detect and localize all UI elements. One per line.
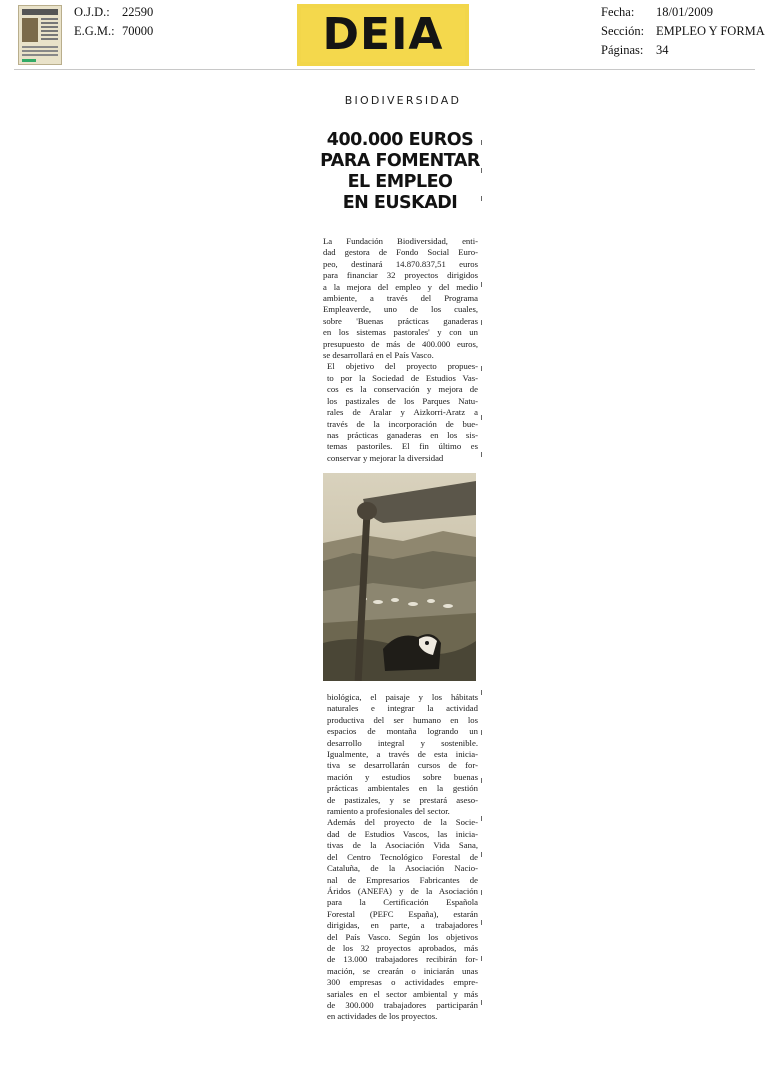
clipping-header xyxy=(0,0,769,70)
text-line: La Fundación Biodiversidad, enti- xyxy=(323,236,478,246)
logo-text: DEIA xyxy=(301,8,465,62)
text-line: de 300.000 trabajadores participarán xyxy=(327,999,478,1010)
text-line: El objetivo del proyecto propues- xyxy=(327,361,478,372)
text-line: a la mejora del empleo y del medio xyxy=(323,281,478,292)
text-line: dad de Estudios Vascos, las inicia- xyxy=(327,828,478,839)
ojd-row xyxy=(74,3,153,22)
text-line: peo, destinará 14.870.837,51 euros xyxy=(323,258,478,269)
text-line: ambiente, a través del Programa xyxy=(323,293,478,304)
paragraph xyxy=(323,817,478,1022)
headline-line: EL EMPLEO xyxy=(347,172,453,192)
headline-line: EN EUSKADI xyxy=(342,193,458,213)
text-line: sariales en el sector ambiental y más xyxy=(327,988,478,999)
egm-row xyxy=(74,22,153,41)
text-line: productiva del ser humano en los xyxy=(327,714,478,725)
egm-value: 70000 xyxy=(122,24,154,38)
text-line: de pastizales, y se prestará aseso- xyxy=(327,794,478,805)
date-value: 18/01/2009 xyxy=(656,5,713,19)
text-line: nas prácticas ganaderas en los sis- xyxy=(327,429,478,440)
text-line: dirigidas, en parte, a trabajadores xyxy=(327,920,478,931)
text-line: sobre 'Buenas prácticas ganaderas xyxy=(323,315,478,326)
pages-label: Páginas: xyxy=(601,43,644,57)
egm-label: E.G.M.: xyxy=(74,24,115,38)
paragraph xyxy=(323,236,478,361)
text-line: cos es la conservación y mejora de xyxy=(327,384,478,395)
article-body-bottom xyxy=(323,692,478,1023)
date-label: Fecha: xyxy=(601,5,635,19)
text-line: del País Vasco. Según los objetivos xyxy=(327,931,478,942)
text-line: del Centro Tecnológico Forestal de xyxy=(327,851,478,862)
text-line: tiva se desarrollarán cursos de for- xyxy=(327,760,478,771)
paragraph xyxy=(323,361,478,464)
text-line: Cataluña, de la Asociación Nacio- xyxy=(327,863,478,874)
text-line: Forestal (PEFC España), estarán xyxy=(327,908,478,919)
text-line: de 13.000 trabajadores recibirán for- xyxy=(327,954,478,965)
text-line: espacios de montaña logrando un xyxy=(327,726,478,737)
text-line: rales de Aralar y Aizkorri-Aratz a xyxy=(327,407,478,418)
headline-line: PARA FOMENTAR xyxy=(320,151,480,171)
text-line: desarrollo integral y sostenible. xyxy=(327,737,478,748)
shepherd-dog-photo xyxy=(323,473,476,681)
text-line: en los sistemas pastorales' y con un xyxy=(323,327,478,338)
article-body-top xyxy=(323,236,478,464)
text-line: prácticas ambientales en la gestión xyxy=(327,783,478,794)
text-line: se desarrollará en el País Vasco. xyxy=(323,350,434,361)
date-row xyxy=(601,3,765,22)
text-line: dad gestora de Fondo Social Euro- xyxy=(323,247,478,258)
clipping-metadata xyxy=(601,3,765,60)
pages-value: 34 xyxy=(656,43,669,57)
text-line: Empleaverde, uno de los cuales, xyxy=(323,304,478,315)
text-line: mación, se crearán o iniciarán unas xyxy=(327,965,478,976)
text-line: 300 empresas o actividades empre- xyxy=(327,977,478,988)
text-line: Además del proyecto de la Socie- xyxy=(327,817,478,828)
text-line: para financiar 32 proyectos dirigidos xyxy=(323,270,478,281)
text-line: tivas de la Asociación Vida Sana, xyxy=(327,840,478,851)
text-line: mación y estudios sobre buenas xyxy=(327,771,478,782)
text-line: ramiento a profesionales del sector. xyxy=(327,806,450,817)
text-line: temas pastoriles. El fin último es xyxy=(327,441,478,452)
deia-logo xyxy=(297,4,469,66)
text-line: to por la Sociedad de Estudios Vas- xyxy=(327,372,478,383)
pages-row xyxy=(601,41,765,60)
text-line: de los 32 proyectos aprobados, más xyxy=(327,942,478,953)
text-line: conservar y mejorar la diversidad xyxy=(327,452,444,463)
audience-stats xyxy=(74,3,153,41)
header-divider xyxy=(14,69,755,70)
newspaper-thumbnail xyxy=(18,5,62,65)
section-value: EMPLEO Y FORMA xyxy=(656,24,765,38)
text-line: nal de Empresarios Fabricantes de xyxy=(327,874,478,885)
ojd-value: 22590 xyxy=(122,5,154,19)
section-kicker: BIODIVERSIDAD xyxy=(344,94,462,107)
headline-line: 400.000 EUROS xyxy=(326,130,474,150)
text-line: para la Certificación Española xyxy=(327,897,478,908)
paragraph xyxy=(323,692,478,817)
text-line: Áridos (ANEFA) y de la Asociación xyxy=(327,885,478,896)
ojd-label: O.J.D.: xyxy=(74,5,110,19)
section-label: Sección: xyxy=(601,24,645,38)
photo-illustration xyxy=(323,473,476,681)
text-line: los pastizales de los Parques Natu- xyxy=(327,395,478,406)
text-line: presupuesto de más de 400.000 euros, xyxy=(323,338,478,349)
text-line: través de la incorporación de bue- xyxy=(327,418,478,429)
text-line: en actividades de los proyectos. xyxy=(327,1011,438,1022)
text-line: naturales e integrar la actividad xyxy=(327,703,478,714)
text-line: biológica, el paisaje y los hábitats xyxy=(327,692,478,702)
section-row xyxy=(601,22,765,41)
column-edge-marks xyxy=(481,130,485,1030)
text-line: Igualmente, a través de esta inicia- xyxy=(327,749,478,760)
headline xyxy=(320,130,480,214)
